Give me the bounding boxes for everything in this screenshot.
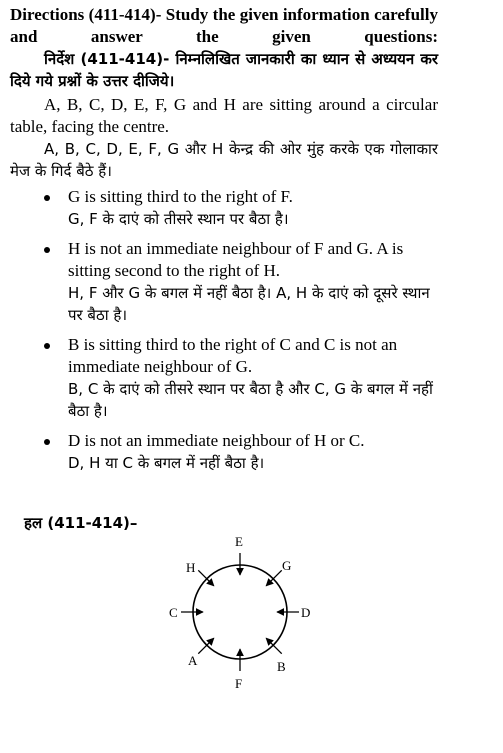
seat-label-left: C bbox=[169, 605, 178, 620]
arrow-icon-top-left bbox=[198, 570, 214, 586]
seat-label-bottom-left: A bbox=[188, 653, 198, 668]
clue-hindi: G, F के दाएं को तीसरे स्थान पर बैठा है। bbox=[68, 210, 289, 228]
clue-hindi: H, F और G के बगल में नहीं बैठा है। A, H के दाएं को दूसरे स्थान पर बैठा है। bbox=[68, 284, 430, 324]
clue-hindi: B, C के दाएं को तीसरे स्थान पर बैठा है और C, G के बगल में नहीं बैठा है। bbox=[68, 380, 433, 420]
solution-heading: हल (411-414)– bbox=[24, 514, 138, 532]
seat-label-bottom: F bbox=[235, 676, 243, 691]
directions-english: Directions (411-414)- Study the given information carefully and answer the given questions: bbox=[10, 5, 438, 46]
clue-english: B is sitting third to the right of C and C is not an immediate neighbour of G. bbox=[68, 335, 398, 376]
arrow-icon-bottom-right bbox=[266, 638, 282, 654]
clue-english: G is sitting third to the right of F. bbox=[68, 187, 293, 206]
directions-hindi: निर्देश (411-414)- निम्नलिखित जानकारी का ध्यान से अध्ययन कर दिये गये प्रश्नों के उत्तर दीजिये। bbox=[10, 50, 438, 90]
seat-label-top: E bbox=[235, 534, 243, 549]
clue-hindi: D, H या C के बगल में नहीं बैठा है। bbox=[68, 454, 265, 472]
intro-hindi: A, B, C, D, E, F, G और H केन्द्र की ओर मुंह करके एक गोलाकार मेज के गिर्द बैठे हैं। bbox=[10, 140, 438, 180]
seat-label-top-right: G bbox=[282, 558, 292, 573]
seat-label-top-left: H bbox=[186, 560, 196, 575]
clue-english: H is not an immediate neighbour of F and G. A is sitting second to the right of H. bbox=[68, 239, 404, 280]
seat-label-bottom-right: B bbox=[277, 659, 286, 674]
seat-label-right: D bbox=[301, 605, 311, 620]
clue-english: D is not an immediate neighbour of H or C. bbox=[68, 431, 365, 450]
intro-english: A, B, C, D, E, F, G and H are sitting around a circular table, facing the centre. bbox=[10, 95, 438, 136]
arrow-icon-bottom-left bbox=[198, 638, 214, 654]
arrow-icon-top-right bbox=[266, 570, 282, 586]
